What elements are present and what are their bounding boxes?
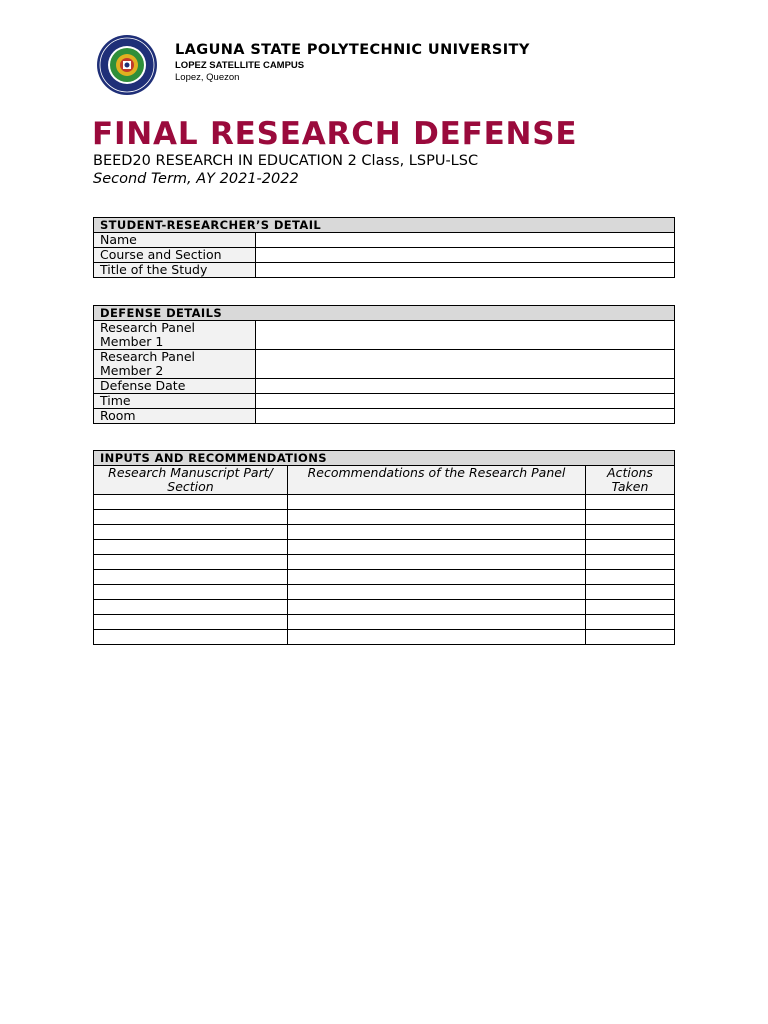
form-term: Second Term, AY 2021-2022 (93, 171, 299, 187)
field-value-room[interactable] (256, 409, 675, 424)
field-label-panel-member-2: Research Panel Member 2 (94, 350, 256, 379)
cell-manuscript-part[interactable] (94, 525, 288, 540)
cell-action-taken[interactable] (586, 570, 675, 585)
cell-action-taken[interactable] (586, 510, 675, 525)
cell-recommendation[interactable] (288, 525, 586, 540)
field-value-panel-member-2[interactable] (256, 350, 675, 379)
cell-action-taken[interactable] (586, 585, 675, 600)
column-header-manuscript-part: Research Manuscript Part/ Section (94, 466, 288, 495)
column-header-actions-taken: Actions Taken (586, 466, 675, 495)
student-details-heading: STUDENT-RESEARCHER’S DETAIL (94, 218, 675, 233)
table-row (94, 525, 675, 540)
table-row (94, 495, 675, 510)
cell-manuscript-part[interactable] (94, 615, 288, 630)
cell-recommendation[interactable] (288, 630, 586, 645)
table-row (94, 600, 675, 615)
cell-action-taken[interactable] (586, 615, 675, 630)
cell-action-taken[interactable] (586, 600, 675, 615)
table-row (94, 570, 675, 585)
field-label-defense-date: Defense Date (94, 379, 256, 394)
defense-details-table (93, 305, 675, 424)
inputs-recommendations-table (93, 450, 675, 645)
student-details-table (93, 217, 675, 278)
cell-recommendation[interactable] (288, 510, 586, 525)
cell-action-taken[interactable] (586, 540, 675, 555)
cell-recommendation[interactable] (288, 570, 586, 585)
cell-manuscript-part[interactable] (94, 495, 288, 510)
table-row (94, 630, 675, 645)
field-label-study-title: Title of the Study (94, 263, 256, 278)
table-row (94, 555, 675, 570)
table-row (94, 540, 675, 555)
cell-manuscript-part[interactable] (94, 585, 288, 600)
cell-action-taken[interactable] (586, 495, 675, 510)
cell-action-taken[interactable] (586, 555, 675, 570)
university-seal-icon (96, 34, 158, 96)
cell-manuscript-part[interactable] (94, 555, 288, 570)
cell-manuscript-part[interactable] (94, 570, 288, 585)
field-value-defense-date[interactable] (256, 379, 675, 394)
cell-recommendation[interactable] (288, 615, 586, 630)
campus-location: Lopez, Quezon (175, 72, 240, 83)
cell-recommendation[interactable] (288, 555, 586, 570)
field-value-course-section[interactable] (256, 248, 675, 263)
field-value-time[interactable] (256, 394, 675, 409)
field-label-course-section: Course and Section (94, 248, 256, 263)
field-value-study-title[interactable] (256, 263, 675, 278)
inputs-recommendations-heading: INPUTS AND RECOMMENDATIONS (94, 451, 675, 466)
campus-name: LOPEZ SATELLITE CAMPUS (175, 60, 305, 71)
field-label-panel-member-1: Research Panel Member 1 (94, 321, 256, 350)
cell-manuscript-part[interactable] (94, 630, 288, 645)
cell-manuscript-part[interactable] (94, 540, 288, 555)
cell-recommendation[interactable] (288, 585, 586, 600)
cell-manuscript-part[interactable] (94, 600, 288, 615)
university-name: LAGUNA STATE POLYTECHNIC UNIVERSITY (175, 42, 530, 58)
form-subtitle: BEED20 RESEARCH IN EDUCATION 2 Class, LSPU-LSC (93, 153, 479, 169)
defense-details-heading: DEFENSE DETAILS (94, 306, 675, 321)
field-label-name: Name (94, 233, 256, 248)
field-value-panel-member-1[interactable] (256, 321, 675, 350)
cell-recommendation[interactable] (288, 600, 586, 615)
cell-manuscript-part[interactable] (94, 510, 288, 525)
cell-action-taken[interactable] (586, 525, 675, 540)
form-title: FINAL RESEARCH DEFENSE (92, 116, 578, 152)
table-row (94, 615, 675, 630)
table-row (94, 510, 675, 525)
table-row (94, 585, 675, 600)
cell-recommendation[interactable] (288, 540, 586, 555)
field-label-room: Room (94, 409, 256, 424)
field-value-name[interactable] (256, 233, 675, 248)
field-label-time: Time (94, 394, 256, 409)
cell-action-taken[interactable] (586, 630, 675, 645)
column-header-recommendations: Recommendations of the Research Panel (288, 466, 586, 495)
cell-recommendation[interactable] (288, 495, 586, 510)
